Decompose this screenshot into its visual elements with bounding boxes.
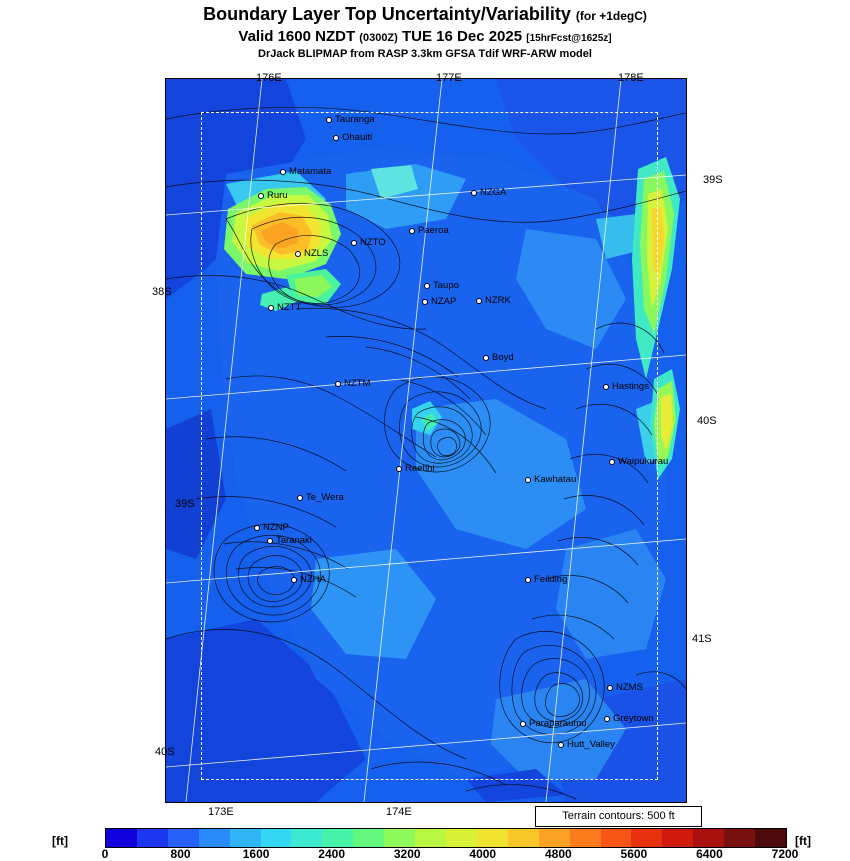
- place-name: NZNP: [263, 522, 289, 533]
- map-place-label: [567, 739, 615, 750]
- station-dot-icon: [409, 228, 415, 234]
- map-axis-label: 39S: [703, 174, 723, 186]
- place-name: Paraparaumu: [529, 718, 587, 729]
- colorbar-segment: [601, 829, 632, 847]
- map-axis-label: 38S: [152, 286, 172, 298]
- colorbar-segment: [508, 829, 539, 847]
- station-dot-icon: [326, 117, 332, 123]
- map-place-label: [342, 132, 372, 143]
- place-name: Taupo: [433, 280, 459, 291]
- station-dot-icon: [291, 577, 297, 583]
- colorbar-tick: 1600: [242, 847, 270, 861]
- colorbar-segment: [199, 829, 230, 847]
- place-name: Feilding: [534, 574, 568, 585]
- title-block: [0, 4, 850, 60]
- map-place-label: [480, 187, 506, 198]
- place-name: Hastings: [612, 381, 649, 392]
- colorbar-unit-right: [ft]: [795, 834, 811, 848]
- map-place-label: [612, 381, 649, 392]
- map-place-label: [263, 522, 289, 533]
- map-place-label: [300, 574, 326, 585]
- colorbar-segment: [446, 829, 477, 847]
- place-name: Ohauiti: [342, 132, 373, 143]
- colorbar-segment: [724, 829, 755, 847]
- title-main-text: Boundary Layer Top Uncertainty/Variability: [203, 4, 571, 24]
- colorbar-segment: [755, 829, 786, 847]
- station-dot-icon: [604, 716, 610, 722]
- page-title: [0, 4, 850, 25]
- station-dot-icon: [525, 477, 531, 483]
- station-dot-icon: [333, 135, 339, 141]
- map-place-label: [618, 456, 668, 467]
- station-dot-icon: [295, 251, 301, 257]
- colorbar-segment: [384, 829, 415, 847]
- map-place-label: [405, 463, 435, 474]
- station-dot-icon: [254, 525, 260, 531]
- title-valid-line: [0, 28, 850, 45]
- map-place-label: [529, 718, 587, 729]
- map-axis-label: 177E: [436, 72, 462, 84]
- place-name: NZMS: [616, 682, 643, 693]
- colorbar-segment: [322, 829, 353, 847]
- place-name: Paeroa: [418, 225, 449, 236]
- map-place-label: [360, 237, 386, 248]
- domain-boundary-dashed: [201, 112, 658, 780]
- colorbar-segment: [693, 829, 724, 847]
- station-dot-icon: [396, 466, 402, 472]
- station-dot-icon: [476, 298, 482, 304]
- colorbar-segment: [168, 829, 199, 847]
- station-dot-icon: [607, 685, 613, 691]
- station-dot-icon: [609, 459, 615, 465]
- map-axis-label: 41S: [692, 633, 712, 645]
- place-name: NZTM: [344, 378, 371, 389]
- place-name: NZHA: [300, 574, 326, 585]
- valid-time: Valid 1600 NZDT: [238, 28, 356, 45]
- map-place-label: [306, 492, 344, 503]
- valid-time-utc: (0300Z): [359, 32, 398, 44]
- map-place-label: [492, 352, 514, 363]
- map-axis-label: 173E: [208, 806, 234, 818]
- map-axis-label: 176E: [256, 72, 282, 84]
- station-dot-icon: [558, 742, 564, 748]
- map-place-label: [304, 248, 328, 259]
- place-name: Boyd: [492, 352, 514, 363]
- place-name: NZRK: [485, 295, 511, 306]
- place-name: NZTO: [360, 237, 386, 248]
- colorbar-tick-labels: [101, 847, 799, 861]
- map-axis-label: 174E: [386, 806, 412, 818]
- colorbar-tick: 3200: [393, 847, 421, 861]
- map-axis-label: 39S: [175, 498, 195, 510]
- colorbar-segment: [230, 829, 261, 847]
- map-place-label: [289, 166, 331, 177]
- place-name: Raetihi: [405, 463, 435, 474]
- station-dot-icon: [424, 283, 430, 289]
- colorbar-segment: [539, 829, 570, 847]
- colorbar-tick: 800: [170, 847, 191, 861]
- place-name: Hutt_Valley: [567, 739, 615, 750]
- place-name: Kawhatau: [534, 474, 577, 485]
- colorbar-segment: [570, 829, 601, 847]
- station-dot-icon: [351, 240, 357, 246]
- map-place-label: [267, 190, 288, 201]
- station-dot-icon: [267, 538, 273, 544]
- station-dot-icon: [280, 169, 286, 175]
- station-dot-icon: [268, 305, 274, 311]
- colorbar-segment: [631, 829, 662, 847]
- map-axis-label: 40S: [155, 746, 175, 758]
- map-place-label: [276, 535, 312, 546]
- place-name: Tauranga: [335, 114, 375, 125]
- colorbar-tick: 4800: [544, 847, 572, 861]
- colorbar-segment: [415, 829, 446, 847]
- colorbar-segment: [137, 829, 168, 847]
- colorbar-segment: [291, 829, 322, 847]
- colorbar-tick: 6400: [696, 847, 723, 861]
- map-place-label: [433, 280, 459, 291]
- map-place-label: [534, 474, 576, 485]
- place-name: NZTT: [277, 302, 302, 313]
- colorbar-segment: [261, 829, 292, 847]
- colorbar-segment: [353, 829, 384, 847]
- colorbar-unit-left: [ft]: [52, 834, 68, 848]
- colorbar-tick: 2400: [318, 847, 346, 861]
- colorbar-tick: 4000: [469, 847, 497, 861]
- station-dot-icon: [520, 721, 526, 727]
- place-name: NZAP: [431, 296, 457, 307]
- place-name: NZLS: [304, 248, 329, 259]
- map-place-label: [344, 378, 370, 389]
- colorbar-segment: [477, 829, 508, 847]
- station-dot-icon: [297, 495, 303, 501]
- place-name: Te_Wera: [306, 492, 344, 503]
- map-place-label: [431, 296, 456, 307]
- station-dot-icon: [525, 577, 531, 583]
- station-dot-icon: [483, 355, 489, 361]
- station-dot-icon: [471, 190, 477, 196]
- map-place-label: [485, 295, 511, 306]
- colorbar-segment: [106, 829, 137, 847]
- place-name: Waipukurau: [618, 456, 669, 467]
- map-axis-label: 40S: [697, 415, 717, 427]
- map-place-label: [613, 713, 654, 724]
- place-name: Matamata: [289, 166, 332, 177]
- colorbar-gradient: [105, 828, 787, 848]
- map-panel[interactable]: [165, 78, 687, 803]
- terrain-contour-note: Terrain contours: 500 ft: [535, 806, 702, 827]
- map-place-label: [335, 114, 375, 125]
- map-axis-label: 178E: [618, 72, 644, 84]
- place-name: Greytown: [613, 713, 654, 724]
- colorbar-segment: [662, 829, 693, 847]
- station-dot-icon: [335, 381, 341, 387]
- place-name: NZGA: [480, 187, 507, 198]
- valid-date: TUE 16 Dec 2025: [402, 28, 523, 45]
- title-main-suffix: (for +1degC): [575, 9, 647, 23]
- place-name: Ruru: [267, 190, 288, 201]
- map-place-label: [277, 302, 301, 313]
- station-dot-icon: [422, 299, 428, 305]
- colorbar-tick: 0: [101, 847, 109, 861]
- colorbar: [0, 828, 850, 861]
- place-name: Taranaki: [276, 535, 312, 546]
- colorbar-tick: 5600: [620, 847, 648, 861]
- map-place-label: [534, 574, 567, 585]
- map-place-label: [418, 225, 449, 236]
- title-model-line: DrJack BLIPMAP from RASP 3.3km GFSA Tdif WRF-ARW model: [258, 48, 592, 60]
- station-dot-icon: [258, 193, 264, 199]
- colorbar-tick: 7200: [771, 847, 799, 861]
- forecast-hour: [15hrFcst@1625z]: [526, 33, 612, 44]
- station-dot-icon: [603, 384, 609, 390]
- map-place-label: [616, 682, 643, 693]
